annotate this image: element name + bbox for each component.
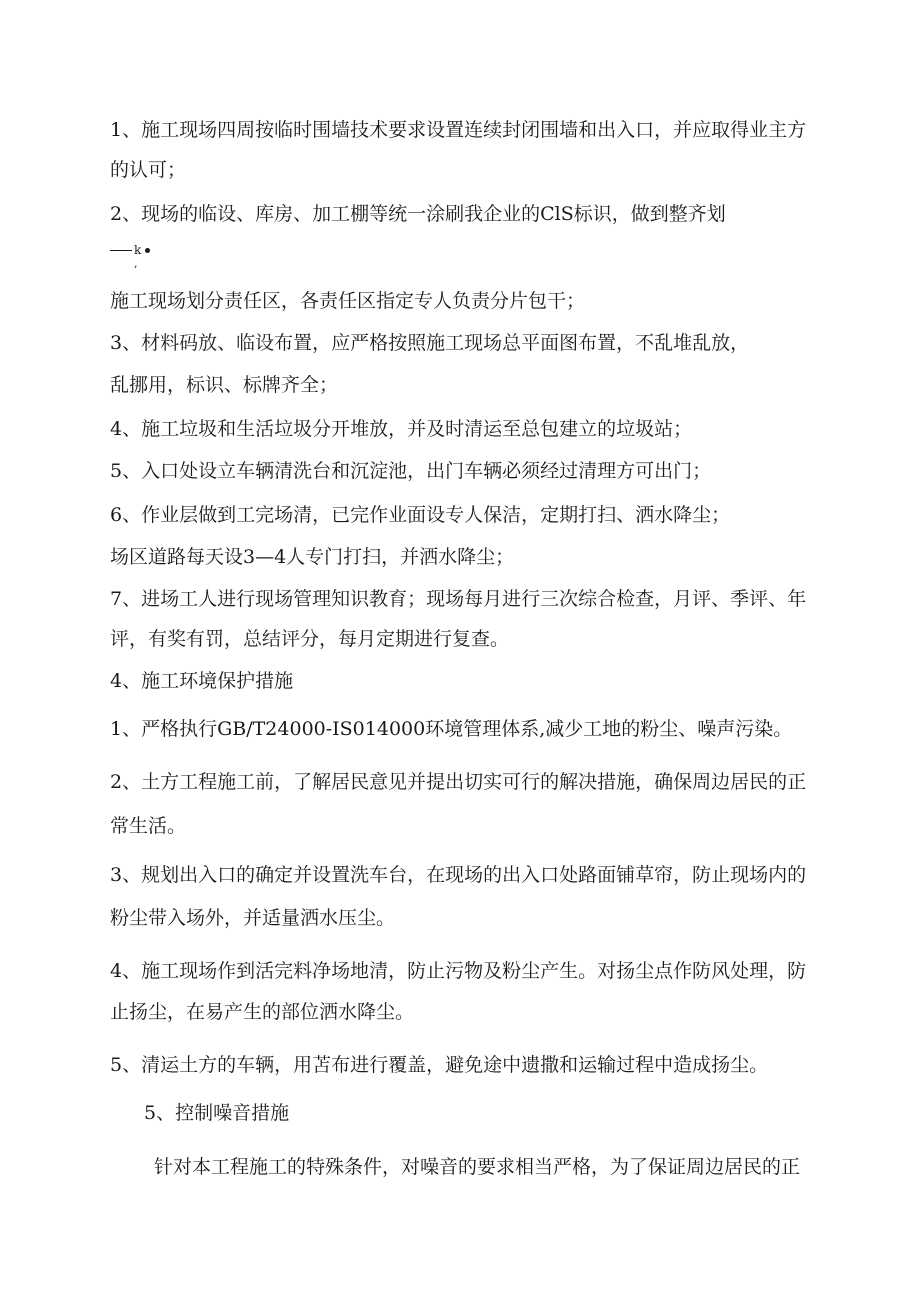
paragraph-line: 6、作业层做到工完场清，已完作业面设专人保洁，定期打扫、洒水降尘； bbox=[110, 504, 731, 526]
paragraph-line: 2、现场的临设、库房、加工棚等统一涂刷我企业的ClS标识，做到整齐划 bbox=[110, 203, 726, 225]
paragraph-line: 1、严格执行GB/T24000-IS014000环境管理体系,减少工地的粉尘、噪声污染。 bbox=[110, 718, 793, 740]
paragraph-line: 场区道路每天设3—4人专门打扫，并洒水降尘； bbox=[110, 546, 515, 568]
paragraph-line: 乱挪用，标识、标牌齐全； bbox=[110, 374, 339, 396]
paragraph-line: 3、规划出入口的确定并设置洗车台，在现场的出入口处路面铺草帘，防止现场内的 bbox=[110, 864, 807, 886]
paragraph-line: 1、施工现场四周按临时围墙技术要求设置连续封闭围墙和出入口，并应取得业主方 bbox=[110, 119, 807, 141]
paragraph-line: 4、施工现场作到活完料净场地清，防止污物及粉尘产生。对扬尘点作防风处理，防 bbox=[110, 960, 807, 982]
dash-mark bbox=[110, 250, 132, 251]
paragraph-line: 施工现场划分责任区，各责任区指定专人负责分片包干； bbox=[110, 290, 586, 312]
paragraph-line: 的认可； bbox=[110, 159, 187, 181]
paragraph-line: 针对本工程施工的特殊条件，对噪音的要求相当严格，为了保证周边居民的正 bbox=[154, 1156, 801, 1178]
paragraph-line: 4、施工垃圾和生活垃圾分开堆放，并及时清运至总包建立的垃圾站； bbox=[110, 418, 693, 440]
paragraph-line: 粉尘带入场外，并适量洒水压尘。 bbox=[110, 907, 396, 929]
paragraph-line: 7、进场工人进行现场管理知识教育；现场每月进行三次综合检查，月评、季评、年 bbox=[110, 588, 807, 610]
bullet-dot bbox=[145, 248, 150, 253]
artifact-k: k bbox=[134, 243, 142, 257]
paragraph-line: 5、入口处设立车辆清洗台和沉淀池，出门车辆必须经过清理方可出门； bbox=[110, 460, 712, 482]
paragraph-line: 2、土方工程施工前，了解居民意见并提出切实可行的解决措施，确保周边居民的正 bbox=[110, 771, 807, 793]
section-heading: 4、施工环境保护措施 bbox=[110, 670, 294, 692]
paragraph-line: 3、材料码放、临设布置，应严格按照施工现场总平面图布置，不乱堆乱放， bbox=[110, 332, 750, 354]
scan-artifact bbox=[110, 243, 150, 270]
paragraph-line: 5、清运土方的车辆，用苫布进行覆盖，避免途中遗撒和运输过程中造成扬尘。 bbox=[110, 1054, 769, 1076]
artifact-comma: , bbox=[134, 257, 138, 270]
paragraph-line: 止扬尘，在易产生的部位洒水降尘。 bbox=[110, 1001, 415, 1023]
section-heading: 5、控制噪音措施 bbox=[144, 1102, 290, 1124]
paragraph-line: 常生活。 bbox=[110, 815, 187, 837]
paragraph-line: 评，有奖有罚，总结评分，每月定期进行复查。 bbox=[110, 628, 510, 650]
